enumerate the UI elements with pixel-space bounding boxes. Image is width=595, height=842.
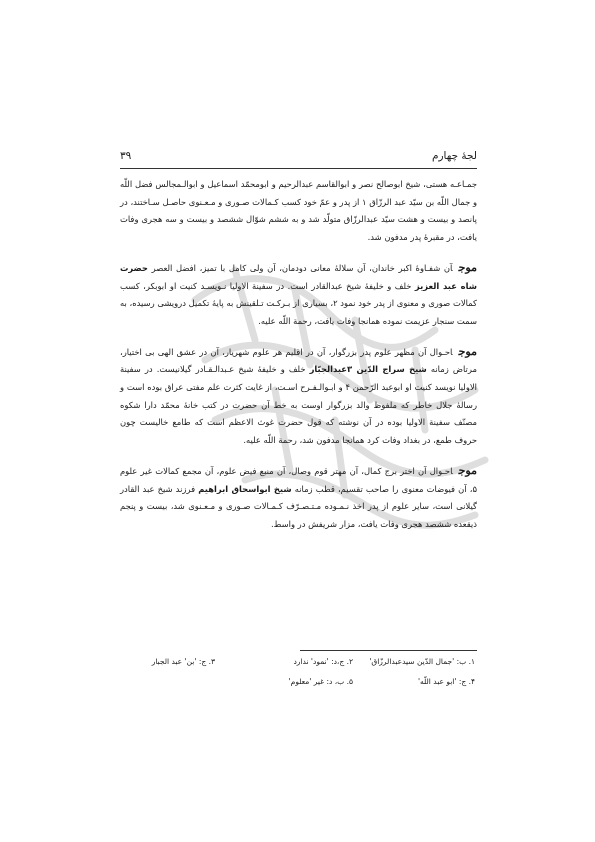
mauj-heading: موج bbox=[458, 344, 477, 358]
footnote-5: ۵. ب، د: غیر 'معلوم' bbox=[288, 677, 353, 686]
highlighted-name: شیخ ابواسحاق ابراهیم bbox=[198, 483, 292, 494]
highlighted-name: شیخ سراج الدّین ۳عبدالجبّار bbox=[309, 364, 427, 375]
footnote-4: ۴. ج: 'ابو عبد اللّه' bbox=[417, 677, 475, 686]
mauj-heading: موج bbox=[458, 463, 477, 477]
mauj-heading: موج bbox=[458, 260, 477, 274]
paragraph-1: جمـاعـه هستی، شیخ ابوصالح نصر و ابوالقاسم عبدالرحیم و ابومحمّد اسماعیل و ابوالـمجالس فضل اللّه و جمال اللّه بن سیّد عبد الرزّاق ۱ از پدر و عمّ خود کسب کـمالات صـوری و مـعـنوی حاصـل سـاختند، در پانصد و بیست و هشت سیّد عبدالرزّاق متولّد شد و به ششم شوّال ششصد و بیست و سه هجری وفات یافت، در مقبرهٔ پدر مدفون شد. bbox=[120, 179, 477, 243]
paragraph-4: موجاحـوال آن اختر برج کمال، آن مهتر قوم وصال، آن منبع فیض علوم، آن مجمع کمالات غیر علوم ۵، آن فیوضات معنوی را صاحب تقسیم، قطب زمانه شیخ ابواسحاق ابراهیم فرزند شیخ عبد القادر گیلانی است، سایر علوم از پدر اخذ نـمـوده مـتـصـرّف کـمـالات صـوری و مـعـنوی شد، بیست و پنجم ذیقعده ششصد هجری وفات یافت، مزار شریفش در واسط. bbox=[120, 463, 477, 529]
paragraph-2: موجآن شفـاوهٔ اکبر خاندان، آن سلالهٔ معانی دودمان، آن ولی کامل با تمیز، افضل العصر حضرت شاه عبد العزیز خلف و خلیفهٔ شیخ عبدالقادر است. در سفینة الاولیا نـویسـد کنیت او ابوبکر، کسب کمالات صوری و معنوی از پدر خود نمود ۲، بسیاری از بـرکـت تـلقینش به پایهٔ تکمیل درویشی رسیده، به سمت سنجار عزیمت نموده همانجا وفات یافت، رحمة اللّه علیه. bbox=[120, 260, 477, 326]
footnote-rule bbox=[300, 650, 477, 651]
highlighted-name: حضرت شاه عبد العزیز bbox=[120, 262, 477, 291]
footnote-2: ۲. ج،د: 'نمود' ندارد bbox=[293, 657, 353, 666]
chapter-title: لجهٔ چهارم bbox=[431, 150, 477, 162]
page-number: ۳۹ bbox=[120, 150, 132, 162]
running-header bbox=[120, 148, 477, 166]
main-text bbox=[120, 176, 477, 546]
footnote-3: ۳. ج: 'بن' عبد الجبار bbox=[151, 657, 215, 666]
paragraph-3: موجاحـوال آن مظهر علوم پدر بزرگوار، آن در اقلیم هر علوم شهریار، آن در عشق الهی بی اختیار، مرتاض زمانه شیخ سراج الدّین ۳عبدالجبّار خلف و خلیفهٔ شیخ عـبدالـقـادر گیلانیست. در سفینة الاولیا نویسد کنیت او ابوعبد الرّحمن ۴ و ابـوالـفـرح اسـت، از غایت کثرت علم مفتی عراق بوده است و رسالهٔ جلال خاطر که ملفوظ والد بزرگوار اوست به خط آن حضرت در کتب خانهٔ محمّد دارا شکوه مصنّف سفینة الاولیا بوده در آن نوشته که قول حضرت غوث الاعظم است که طامع خالیست چون حروف طمع، در بغداد وفات کرد همانجا مدفون شد، رحمة اللّه علیه. bbox=[120, 344, 478, 446]
footnote-1: ۱. ب: 'جمال الدّین سیدعبدالرزّاق' bbox=[369, 657, 475, 666]
header-rule bbox=[120, 168, 477, 169]
